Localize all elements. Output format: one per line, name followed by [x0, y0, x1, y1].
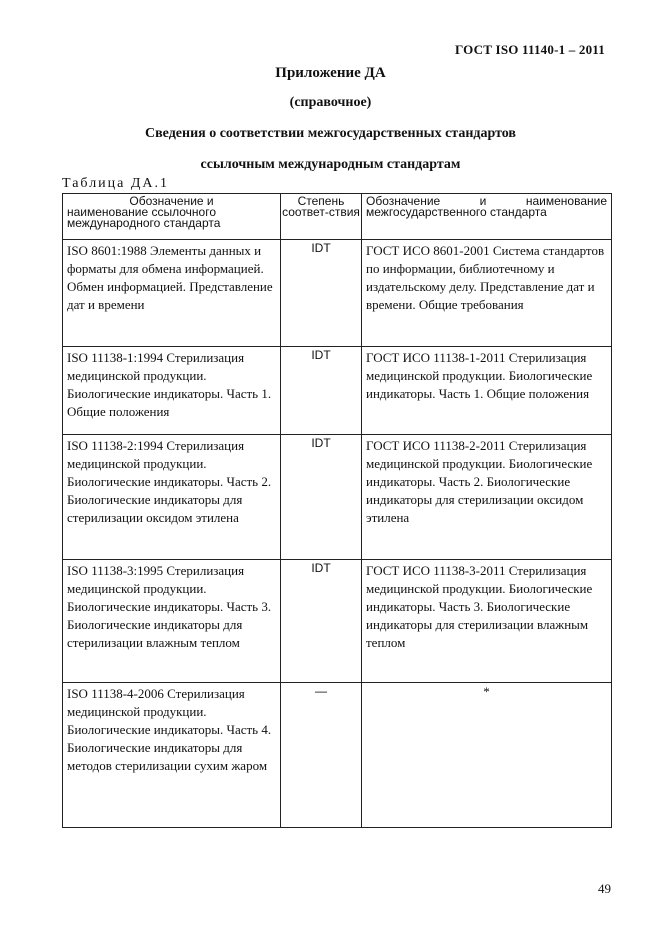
appendix-title: Приложение ДА: [275, 65, 386, 81]
cell-international: [63, 435, 281, 560]
international-standard-text: ISO 11138-2:1994 Стерилизация медицинской продукции. Биологические индикаторы. Часть 2. Биологические индикаторы для стерилизации оксидом этилена: [67, 438, 272, 525]
cell-degree: [281, 683, 362, 828]
page-number: 49: [598, 881, 611, 896]
cell-international: [63, 347, 281, 435]
table-header-row: [63, 194, 612, 240]
international-standard-text: ISO 8601:1988 Элементы данных и форматы для обмена информацией. Обмен информацией. Представление дат и времени: [67, 243, 273, 312]
international-standard-text: ISO 11138-1:1994 Стерилизация медицинской продукции. Биологические индикаторы. Часть 1. Общие положения: [67, 350, 272, 419]
table-row: [63, 560, 612, 683]
table-row: [63, 240, 612, 347]
no-equivalent-marker: *: [483, 684, 490, 699]
cell-interstate: [362, 347, 612, 435]
degree-text: —: [315, 684, 327, 698]
cell-interstate: [362, 560, 612, 683]
cell-interstate: [362, 240, 612, 347]
appendix-subtitle: (справочное): [289, 95, 372, 110]
table-caption-line-2: ссылочным международным стандартам: [200, 157, 461, 172]
header-international-standard: [63, 194, 281, 240]
degree-text: IDT: [311, 436, 331, 450]
table-row: [63, 347, 612, 435]
header-col1-line1: Обозначение и: [129, 194, 214, 208]
table-caption-line-1: Сведения о соответствии межгосударственных стандартов: [145, 126, 516, 141]
cell-international: [63, 240, 281, 347]
cell-degree: [281, 435, 362, 560]
header-degree: Степень соответ-ствия: [281, 194, 362, 240]
interstate-standard-text: ГОСТ ИСО 11138-3-2011 Стерилизация медицинской продукции. Биологические индикаторы. Часть 3. Биологические индикаторы для стерилизации влажным теплом: [366, 563, 593, 650]
degree-text: IDT: [311, 348, 331, 362]
cell-international: [63, 683, 281, 828]
header-interstate-standard: Обозначение и наименование межгосударственного стандарта: [362, 194, 612, 240]
cell-degree: [281, 560, 362, 683]
interstate-standard-text: ГОСТ ИСО 11138-1-2011 Стерилизация медицинской продукции. Биологические индикаторы. Часть 1. Общие положения: [366, 350, 593, 401]
cell-international: [63, 560, 281, 683]
cell-interstate: [362, 683, 612, 828]
header-col1-line2: наименование ссылочного международного стандарта: [67, 205, 221, 230]
cell-interstate: [362, 435, 612, 560]
table-label: Таблица ДА.1: [62, 176, 170, 191]
degree-text: IDT: [311, 561, 331, 575]
standards-correspondence-table: [62, 193, 612, 828]
interstate-standard-text: ГОСТ ИСО 8601-2001 Система стандартов по информации, библиотечному и издательскому делу. Представление дат и времени. Общие требования: [366, 243, 605, 312]
international-standard-text: ISO 11138-4-2006 Стерилизация медицинской продукции. Биологические индикаторы. Часть 4. Биологические индикаторы для методов стерилизации сухим жаром: [67, 686, 272, 773]
table-row: [63, 435, 612, 560]
interstate-standard-text: ГОСТ ИСО 11138-2-2011 Стерилизация медицинской продукции. Биологические индикаторы. Часть 2. Биологические индикаторы для стерилизации оксидом этилена: [366, 438, 593, 525]
degree-text: IDT: [311, 241, 331, 255]
cell-degree: [281, 347, 362, 435]
document-code: ГОСТ ISO 11140-1 – 2011: [455, 42, 605, 57]
table-row: [63, 683, 612, 828]
international-standard-text: ISO 11138-3:1995 Стерилизация медицинской продукции. Биологические индикаторы. Часть 3. Биологические индикаторы для стерилизации влажным теплом: [67, 563, 272, 650]
cell-degree: [281, 240, 362, 347]
